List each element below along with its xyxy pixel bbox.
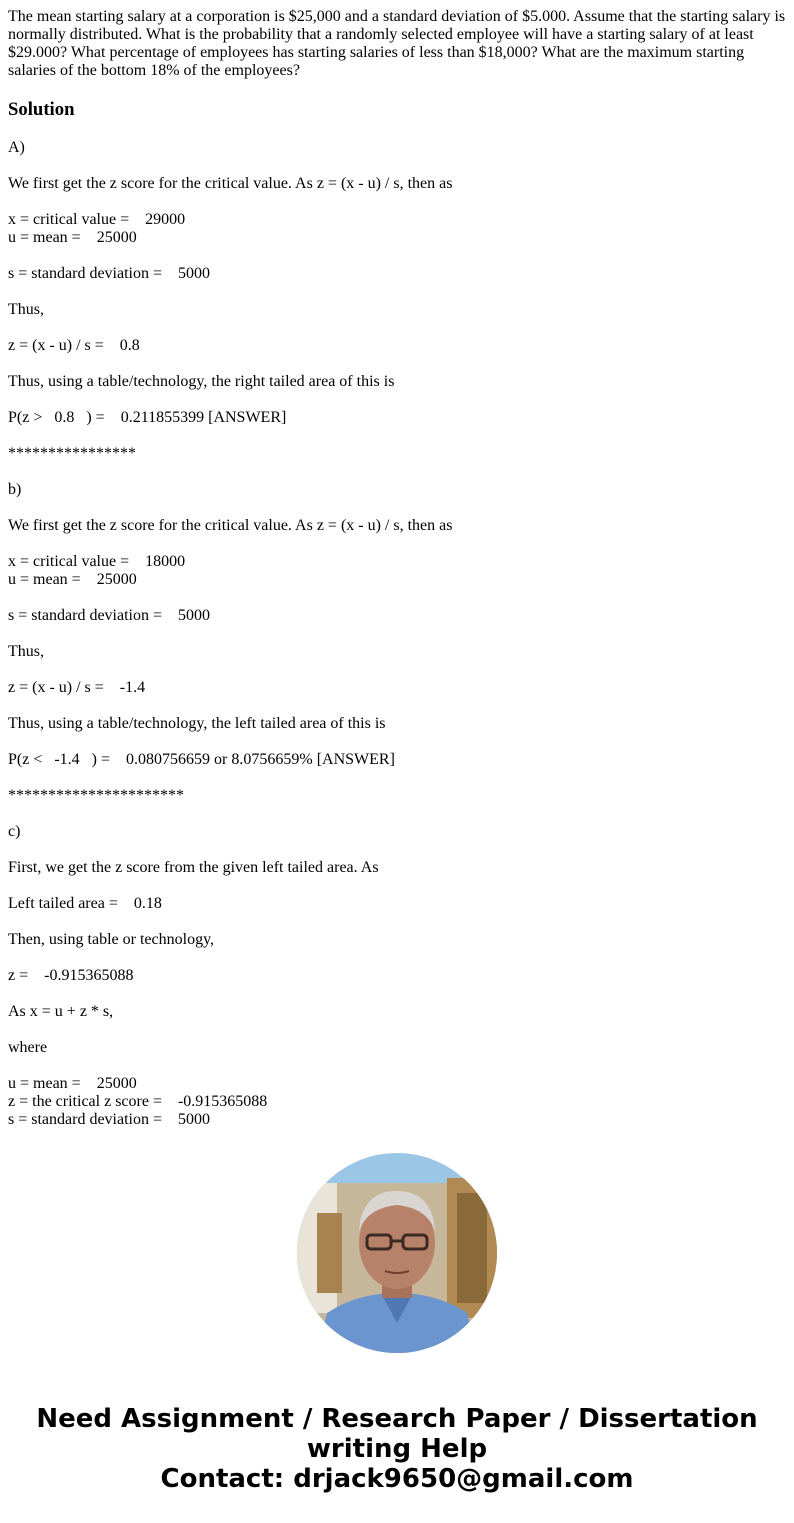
solution-line [8,877,788,895]
solution-line [8,589,788,607]
document-body [8,8,788,1129]
solution-line [8,949,788,967]
solution-line [8,193,788,211]
solution-line [8,535,788,553]
solution-line: A) [8,139,25,156]
solution-line: Then, using table or technology, [8,931,215,948]
solution-line [8,841,788,859]
author-photo [297,1153,497,1353]
solution-line [8,1021,788,1039]
solution-line [8,283,788,301]
solution-line [8,499,788,517]
solution-line: x = critical value = 29000 [8,211,186,228]
solution-line: s = standard deviation = 5000 [8,1111,211,1128]
solution-line [8,985,788,1003]
solution-line [8,733,788,751]
solution-line [8,697,788,715]
solution-line: z = -0.915365088 [8,967,134,984]
solution-line [8,157,788,175]
solution-line [8,661,788,679]
solution-heading: Solution [8,99,75,120]
banner-line-1: Need Assignment / Research Paper / Dissertation [36,1404,758,1434]
solution-line: c) [8,823,21,840]
question-text: The mean starting salary at a corporation is $25,000 and a standard deviation of $5.000. Assume that the starting salary is normally distributed. What is the probability that a randomly selected employee will have a starting salary of at least $29.000? What percentage of employees has starting salaries of less than $18,000? What are the maximum starting salaries of the bottom 18% of the employees? [8,8,786,79]
solution-line: u = mean = 25000 [8,229,137,246]
solution-line: where [8,1039,48,1056]
solution-line [8,427,788,445]
solution-line: z = (x - u) / s = 0.8 [8,337,140,354]
solution-line: **************** [8,445,136,462]
solution-steps [8,139,788,1129]
solution-line: x = critical value = 18000 [8,553,186,570]
solution-line [8,625,788,643]
solution-line: Thus, using a table/technology, the left tailed area of this is [8,715,386,732]
solution-line: u = mean = 25000 [8,1075,137,1092]
solution-line [8,247,788,265]
solution-line: z = the critical z score = -0.915365088 [8,1093,268,1110]
solution-line [8,769,788,787]
solution-line: b) [8,481,22,498]
solution-line [8,463,788,481]
solution-line: As x = u + z * s, [8,1003,114,1020]
solution-line: P(z > 0.8 ) = 0.211855399 [ANSWER] [8,409,287,426]
solution-line: P(z < -1.4 ) = 0.080756659 or 8.0756659% [ANSWER] [8,751,395,768]
solution-line: Thus, [8,643,44,660]
solution-line [8,391,788,409]
solution-line: Left tailed area = 0.18 [8,895,162,912]
solution-line: ********************** [8,787,184,804]
banner-line-3: Contact: drjack9650@gmail.com [160,1464,634,1494]
solution-line: s = standard deviation = 5000 [8,265,211,282]
solution-line: Thus, [8,301,44,318]
solution-line: Thus, using a table/technology, the right tailed area of this is [8,373,395,390]
solution-line: We first get the z score for the critical value. As z = (x - u) / s, then as [8,517,453,534]
banner-line-2: writing Help [306,1434,488,1464]
solution-line: We first get the z score for the critical value. As z = (x - u) / s, then as [8,175,453,192]
solution-line: s = standard deviation = 5000 [8,607,211,624]
solution-line [8,805,788,823]
solution-line [8,319,788,337]
solution-line: u = mean = 25000 [8,571,137,588]
solution-line: z = (x - u) / s = -1.4 [8,679,146,696]
solution-line [8,1057,788,1075]
contact-banner [0,1404,794,1494]
solution-line: First, we get the z score from the given left tailed area. As [8,859,379,876]
author-photo-image [297,1153,497,1353]
solution-line [8,355,788,373]
solution-line [8,913,788,931]
